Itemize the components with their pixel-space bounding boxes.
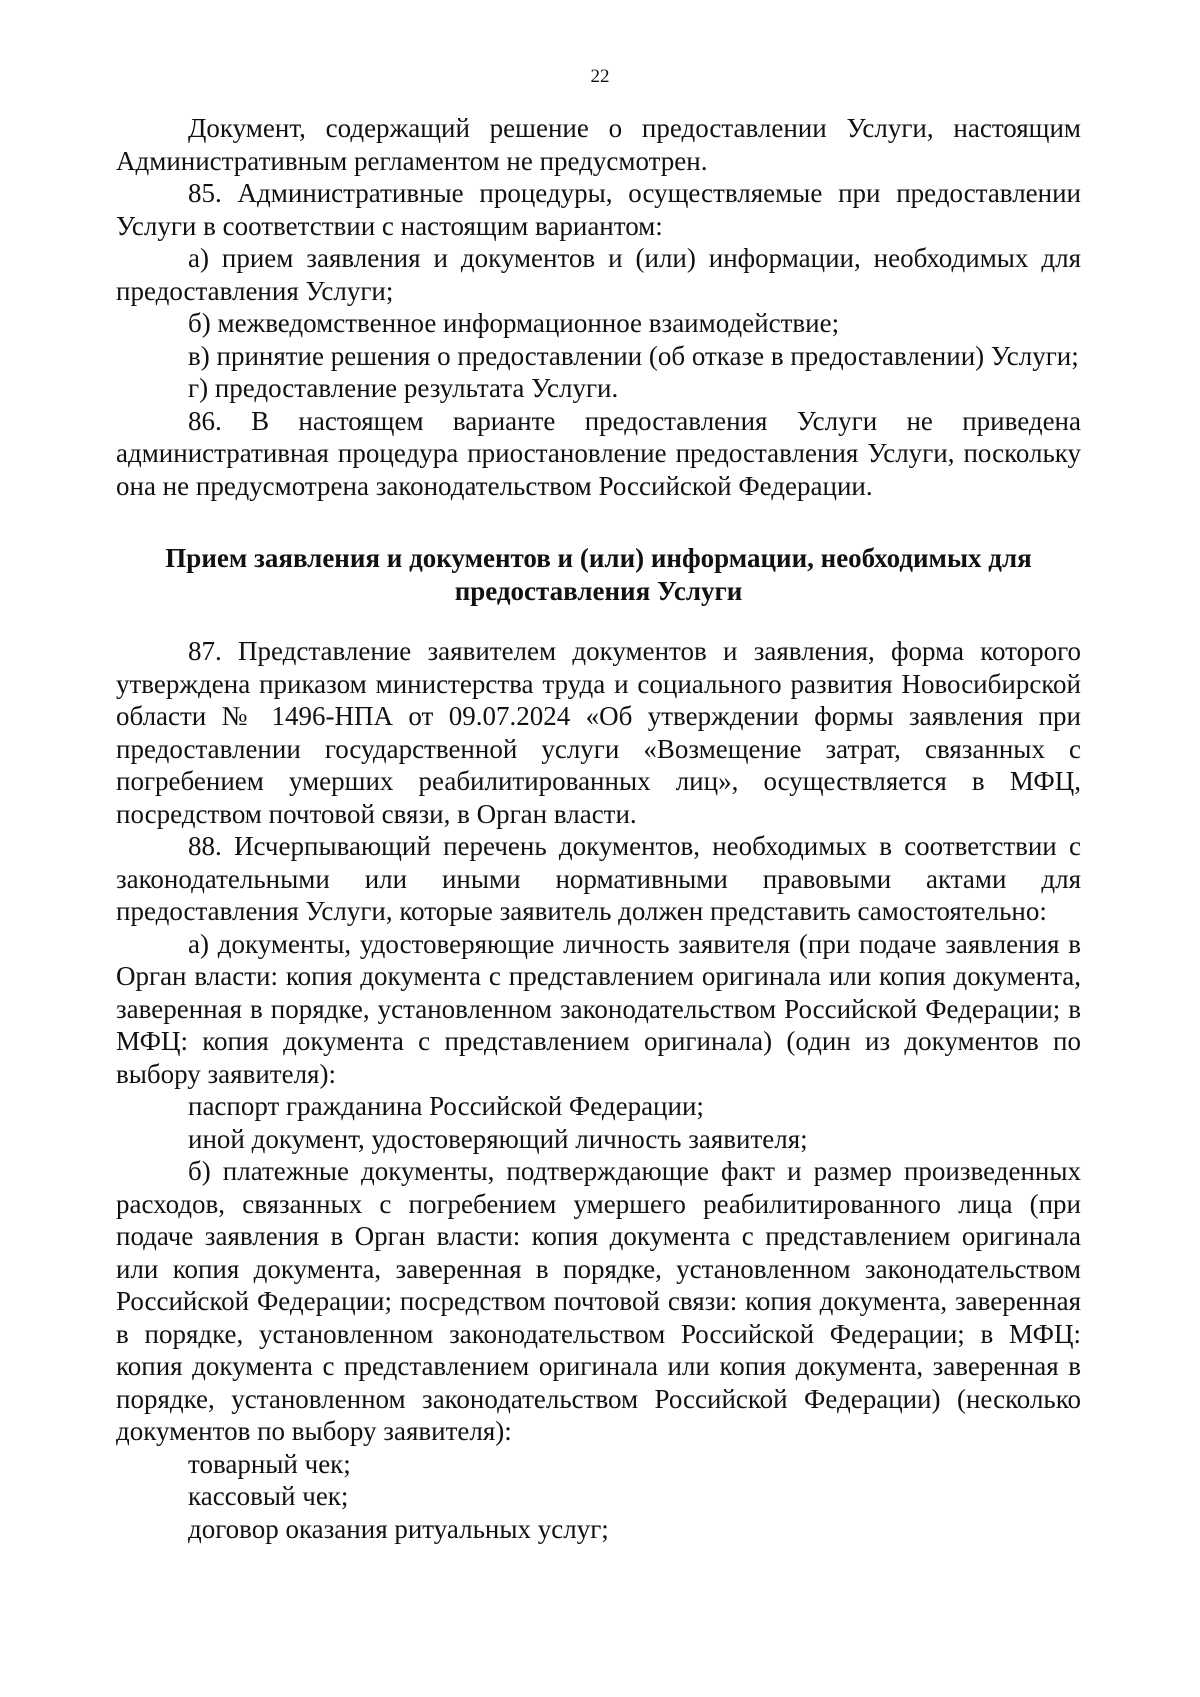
paragraph-85: 85. Административные процедуры, осуществляемые при предоставлении Услуги в соответствии с настоящим вариантом: — [116, 178, 1081, 241]
page-number: 22 — [590, 66, 610, 87]
list-item-85-b: б) межведомственное информационное взаимодействие; — [188, 308, 840, 338]
document-body — [116, 112, 1081, 1545]
paragraph-87: 87. Представление заявителем документов и заявления, форма которого утверждена приказом министерства труда и социального развития Новосибирской области № 1496-НПА от 09.07.2024 «Об утверждении формы заявления при предоставлении государственной услуги «Возмещение затрат, связанных с погребением умерших реабилитированных лиц», осуществляется в МФЦ, посредством почтовой связи, в Орган власти. — [116, 636, 1081, 829]
list-item-85-a: а) прием заявления и документов и (или) информации, необходимых для предоставления Услуги; — [116, 243, 1081, 306]
list-item-85-v: в) принятие решения о предоставлении (об отказе в предоставлении) Услуги; — [188, 340, 1079, 371]
list-item-85-g: г) предоставление результата Услуги. — [188, 373, 619, 403]
section-heading: Прием заявления и документов и (или) информации, необходимых для предоставления Услуги — [165, 543, 1032, 606]
list-item-88-a: а) документы, удостоверяющие личность заявителя (при подаче заявления в Орган власти: копия документа с представлением оригинала или копия документа, заверенная в порядке, установленном законодательством Российской Федерации; в МФЦ: копия документа с представлением оригинала) (один из документов по выбору заявителя): — [116, 928, 1081, 1089]
paragraph-result-document: Документ, содержащий решение о предоставлении Услуги, настоящим Административным регламентом не предусмотрен. — [116, 113, 1081, 176]
list-item-88-b: б) платежные документы, подтверждающие факт и размер произведенных расходов, связанных с погребением умершего реабилитированного лица (при подаче заявления в Орган власти: копия документа с представлением оригинала или копия документа, заверенная в порядке, установленном законодательством Российской Федерации; посредством почтовой связи: копия документа, заверенная в порядке, установленном законодательством Российской Федерации; в МФЦ: копия документа с представлением оригинала или копия документа, заверенная в порядке, установленном законодательством Российской Федерации) (несколько документов по выбору заявителя): — [116, 1156, 1081, 1446]
paragraph-86: 86. В настоящем варианте предоставления Услуги не приведена административная процедура приостановление предоставления Услуги, поскольку она не предусмотрена законодательством Российской Федерации. — [116, 405, 1081, 501]
list-item-funeral-contract: договор оказания ритуальных услуг; — [188, 1513, 609, 1544]
list-item-other-id: иной документ, удостоверяющий личность заявителя; — [188, 1123, 808, 1154]
paragraph-88: 88. Исчерпывающий перечень документов, необходимых в соответствии с законодательными или иными нормативными правовыми актами для предоставления Услуги, которые заявитель должен представить самостоятельно: — [116, 831, 1081, 926]
list-item-cash-receipt: кассовый чек; — [188, 1481, 349, 1511]
list-item-passport: паспорт гражданина Российской Федерации; — [188, 1091, 704, 1121]
list-item-sales-receipt: товарный чек; — [188, 1448, 351, 1479]
